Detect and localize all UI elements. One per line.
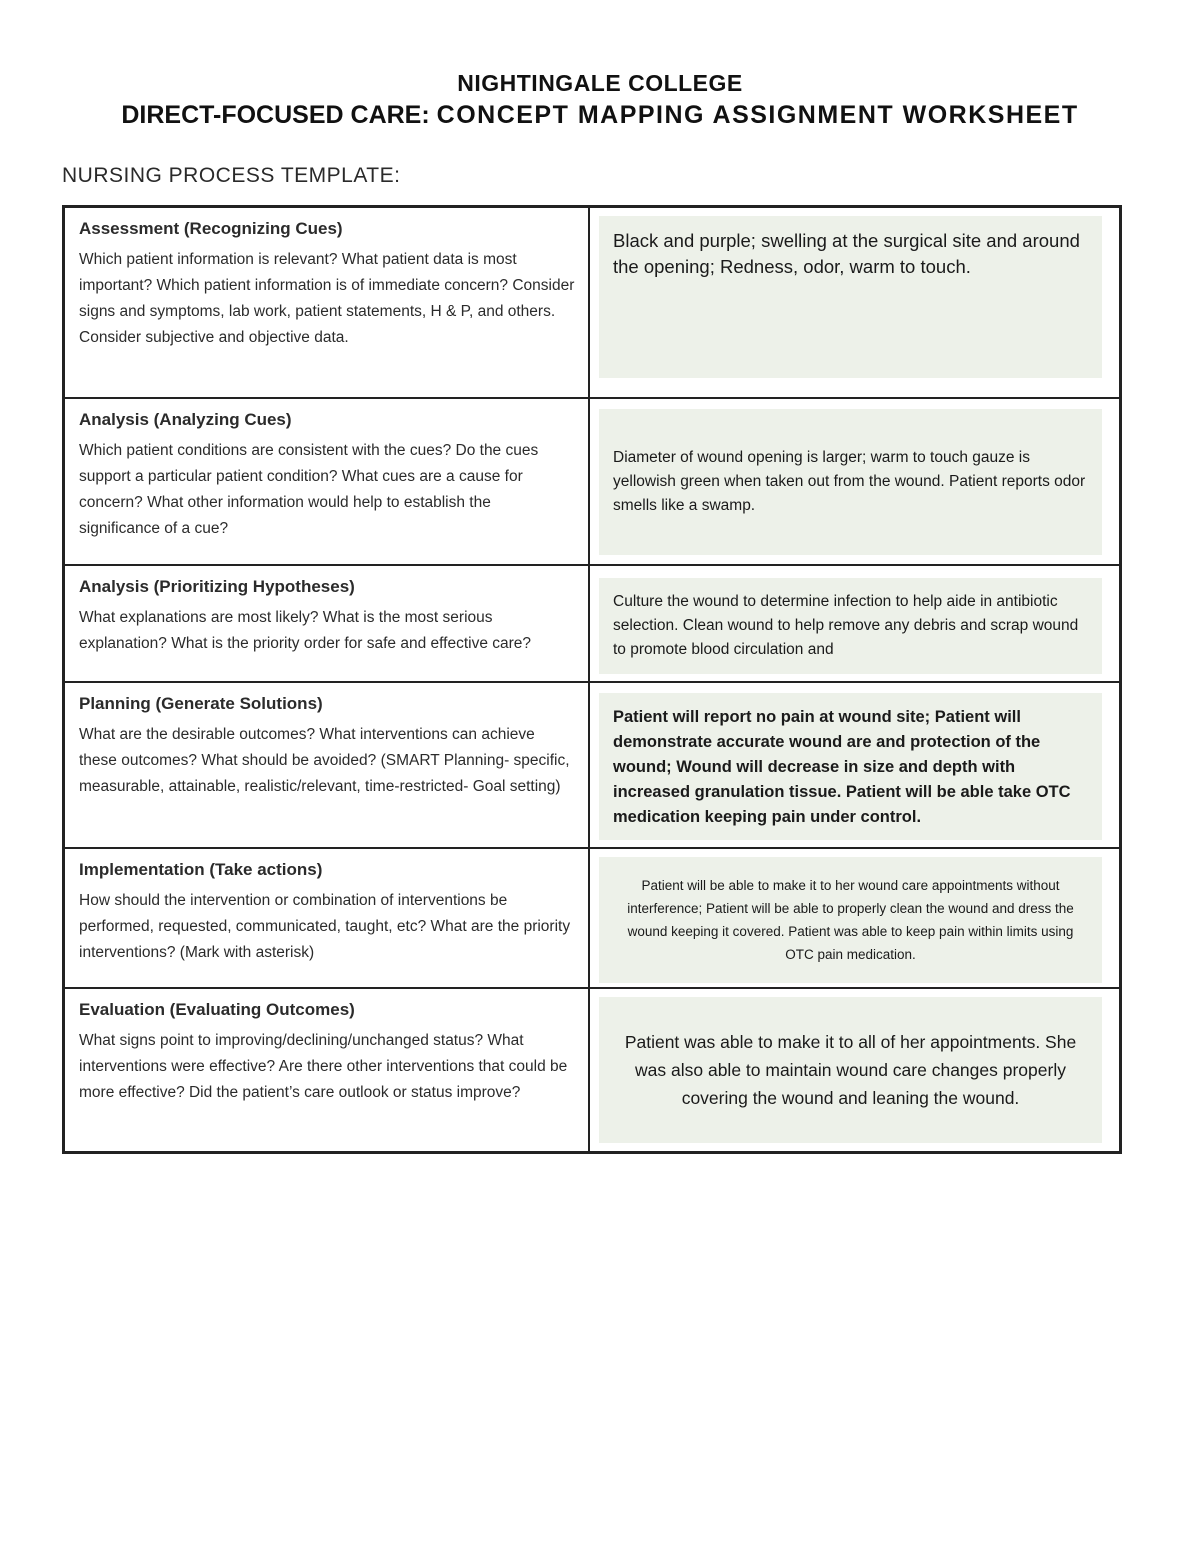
answer-box: Patient was able to make it to all of her appointments. She was also able to maintain wound care changes properly covering the wound and leaning the wound. <box>599 997 1102 1143</box>
table-row-planning <box>65 683 1119 849</box>
row-prompt: What explanations are most likely? What is the most serious explanation? What is the priority order for safe and effective care? <box>79 609 532 652</box>
answer-box: Diameter of wound opening is larger; warm to touch gauze is yellowish green when taken out from the wound. Patient reports odor smells like a swamp. <box>599 409 1102 555</box>
answer-box: Black and purple; swelling at the surgical site and around the opening; Redness, odor, warm to touch. <box>599 216 1102 378</box>
row-prompt: Which patient information is relevant? What patient data is most important? Which patient information is of immediate concern? Consider signs and symptoms, lab work, patient statements, H & P, and others. Consider subjective and objective data. <box>79 251 575 346</box>
prompt-cell <box>65 683 590 847</box>
table-row-analyzing-cues <box>65 399 1119 566</box>
row-prompt: What signs point to improving/declining/unchanged status? What interventions were effective? Are there other interventions that could be more effective? Did the patient’s care outlook or status improve? <box>79 1032 568 1101</box>
assignment-title-emphasis: CONCEPT MAPPING ASSIGNMENT WORKSHEET <box>436 101 1079 129</box>
table-row-evaluation <box>65 989 1119 1151</box>
college-title: NIGHTINGALE COLLEGE <box>457 70 743 96</box>
prompt-cell <box>65 208 590 397</box>
prompt-cell <box>65 399 590 564</box>
nursing-process-table <box>62 205 1122 1154</box>
table-row-assessment <box>65 208 1119 399</box>
row-heading: Implementation (Take actions) <box>79 860 323 879</box>
row-heading: Evaluation (Evaluating Outcomes) <box>79 1000 355 1019</box>
row-heading: Analysis (Analyzing Cues) <box>79 410 292 429</box>
template-subtitle: NURSING PROCESS TEMPLATE: <box>62 164 401 187</box>
answer-cell <box>590 208 1119 397</box>
answer-cell <box>590 989 1119 1151</box>
assignment-title-prefix: DIRECT-FOCUSED CARE: <box>121 101 437 129</box>
answer-box: Patient will be able to make it to her wound care appointments without interference; Patient will be able to properly clean the wound and dress the wound keeping it covered. Patient was able to keep pain within limits using OTC pain medication. <box>599 857 1102 983</box>
answer-cell <box>590 566 1119 681</box>
answer-cell <box>590 399 1119 564</box>
answer-cell <box>590 683 1119 847</box>
row-heading: Analysis (Prioritizing Hypotheses) <box>79 577 355 596</box>
document-header <box>0 0 1200 130</box>
row-heading: Assessment (Recognizing Cues) <box>79 219 343 238</box>
answer-box: Culture the wound to determine infection to help aide in antibiotic selection. Clean wound to help remove any debris and scrap wound to promote blood circulation and <box>599 578 1102 674</box>
table-row-prioritizing-hypotheses <box>65 566 1119 683</box>
answer-cell <box>590 849 1119 987</box>
row-prompt: How should the intervention or combination of interventions be performed, requested, communicated, taught, etc? What are the priority interventions? (Mark with asterisk) <box>79 892 571 961</box>
prompt-cell <box>65 989 590 1151</box>
assignment-title <box>0 101 1200 130</box>
row-prompt: Which patient conditions are consistent with the cues? Do the cues support a particular patient condition? What cues are a cause for concern? What other information would help to establish the significance of a cue? <box>79 442 539 537</box>
prompt-cell <box>65 566 590 681</box>
answer-box: Patient will report no pain at wound site; Patient will demonstrate accurate wound are and protection of the wound; Wound will decrease in size and depth with increased granulation tissue. Patient will be able take OTC medication keeping pain under control. <box>599 693 1102 840</box>
prompt-cell <box>65 849 590 987</box>
row-prompt: What are the desirable outcomes? What interventions can achieve these outcomes? What should be avoided? (SMART Planning- specific, measurable, attainable, realistic/relevant, time-restricted- Goal setting) <box>79 726 570 795</box>
row-heading: Planning (Generate Solutions) <box>79 694 323 713</box>
table-row-implementation <box>65 849 1119 989</box>
